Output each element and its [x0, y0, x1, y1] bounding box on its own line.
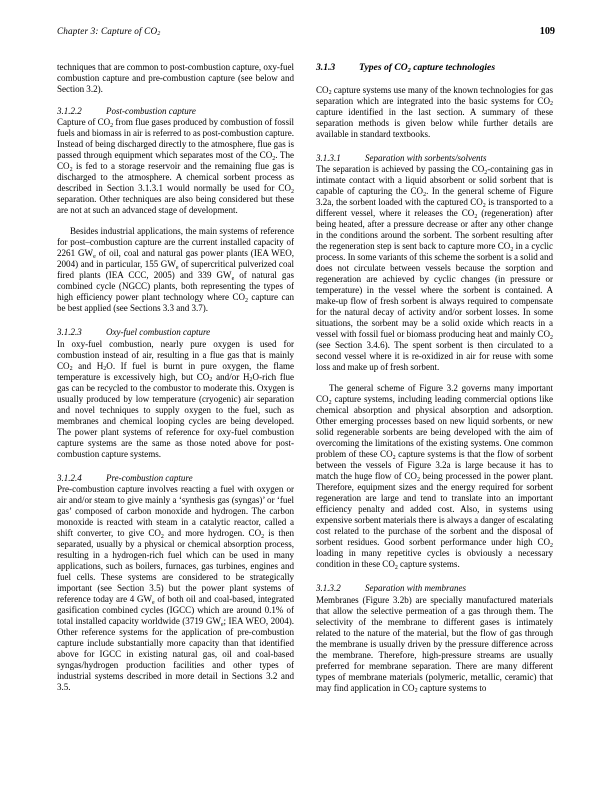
- heading-title: Oxy-fuel combustion capture: [106, 327, 211, 338]
- heading-number: 3.1.2.3: [57, 327, 82, 338]
- paragraph: Membranes (Figure 3.2b) are specially manufactured materials that allow the selective permeation of a gas through them. The selectivity of the membrane to different gases is intimately related to the nature of the material, but the flow of gas through the membrane is usually driven by the pressure difference across the membrane. Therefore, high-pressure streams are usually preferred for membrane separation. There are many different types of membrane materials (polymeric, metallic, ceramic) that may find application in $CO_2$ capture systems to: [316, 594, 553, 695]
- page-number: 109: [539, 26, 555, 37]
- paragraph: Capture of $CO_2$ from flue gases produced by combustion of fossil fuels and biomass in air is referred to as post-combustion capture. Instead of being discharged directly to the atmosphere, flue gas is passed through equipment which separates most of the $CO_2$. The $CO_2$ is fed to a storage reservoir and the remaining flue gas is discharged to the atmosphere. A chemical sorbent process as described in Section 3.1.3.1 would normally be used for $CO_2$ separation. Other techniques are also being considered but these are not at such an advanced stage of development.: [57, 117, 294, 216]
- chapter-title-subscript: 2: [157, 31, 161, 38]
- right-column: [316, 62, 553, 762]
- heading-title: Types of $CO_2$ capture technologies: [359, 62, 496, 74]
- paragraph: Pre-combustion capture involves reacting a fuel with oxygen or air and/or steam to give mainly a ‘synthesis gas (syngas)’ or ‘fuel gas’ composed of carbon monoxide and hydrogen. The carbon monoxide is reacted with steam in a catalytic reactor, called a shift converter, to give $CO_2$ and more hydrogen. $CO_2$ is then separated, usually by a physical or chemical absorption process, resulting in a hydrogen-rich fuel which can be used in many applications, such as boilers, furnaces, gas turbines, engines and fuel cells. These systems are considered to be strategically important (see Section 3.5) but the power plant systems of reference today are 4 $GW_e$ of both oil and coal-based, integrated gasification combined cycles (IGCC) which are around 0.1% of total installed capacity worldwide (3719 $GW_e$; IEA WEO, 2004). Other reference systems for the application of pre-combustion capture include substantially more capacity than that identified above for IGCC in existing natural gas, oil and coal-based syngas/hydrogen production facilities and other types of industrial systems described in more detail in Sections 3.2 and 3.5.: [57, 484, 295, 693]
- left-column: [57, 62, 294, 762]
- heading-number: 3.1.3: [316, 62, 336, 73]
- chapter-title-text: Chapter 3: Capture of CO: [57, 26, 158, 36]
- paragraph: The general scheme of Figure 3.2 governs many important $CO_2$ capture systems, including leading commercial options like chemical absorption and physical absorption and adsorption. Other emerging processes based on new liquid sorbents, or new solid regenerable sorbents are being developed with the aim of overcoming the limitations of the existing systems. One common problem of these $CO_2$ capture systems is that the flow of sorbent between the vessels of Figure 3.2a is large because it has to match the huge flow of $CO_2$ being processed in the power plant. Therefore, equipment sizes and the energy required for sorbent regeneration are large and tend to translate into an important efficiency penalty and added cost. Also, in systems using expensive sorbent materials there is always a danger of escalating cost related to the purchase of the sorbent and the disposal of sorbent residues. Good sorbent performance under high $CO_2$ loading in many repetitive cycles is obviously a necessary condition in these $CO_2$ capture systems.: [316, 383, 553, 571]
- heading-3-1-3-1: [316, 153, 553, 164]
- running-head: [57, 26, 555, 37]
- heading-title: Pre-combustion capture: [106, 472, 193, 483]
- paragraph: In oxy-fuel combustion, nearly pure oxygen is used for combustion instead of air, resulting in a flue gas that is mainly $CO_2$ and $H_2O$. If fuel is burnt in pure oxygen, the flame temperature is excessively high, but $CO_2$ and/or $H_2O$-rich flue gas can be recycled to the combustor to moderate this. Oxygen is usually produced by low temperature (cryogenic) air separation and novel techniques to supply oxygen to the fuel, such as membranes and chemical looping cycles are being developed. The power plant systems of reference for oxy-fuel combustion capture systems are the same as those noted above for post-combustion capture systems.: [57, 338, 295, 459]
- heading-number: 3.1.3.1: [316, 153, 341, 163]
- paragraph-continued: techniques that are common to post-combustion capture, oxy-fuel combustion capture and pre-combustion capture (see below and Section 3.2).: [57, 62, 294, 94]
- paragraph: Besides industrial applications, the main systems of reference for post–combustion capture are the current installed capacity of 2261 $GW_e$ of oil, coal and natural gas power plants (IEA WEO, 2004) and in particular, 155 $GW_e$ of supercritical pulverized coal fired plants (IEA CCC, 2005) and 339 $GW_e$ of natural gas combined cycle (NGCC) plants, both representing the types of high efficiency power plant technology where $CO_2$ capture can be best applied (see Sections 3.3 and 3.7).: [57, 226, 295, 314]
- heading-title: Separation with sorbents/solvents: [365, 153, 487, 163]
- heading-number: 3.1.3.2: [316, 583, 341, 594]
- heading-3-1-2-2: [57, 106, 294, 117]
- two-column-body: [57, 62, 554, 762]
- heading-3-1-3-2: [316, 583, 553, 594]
- heading-title: Post-combustion capture: [106, 106, 196, 116]
- heading-3-1-2-4: [57, 473, 294, 484]
- heading-title: Separation with membranes: [365, 583, 466, 594]
- chapter-title: [57, 26, 160, 36]
- heading-number: 3.1.2.2: [57, 106, 82, 116]
- heading-3-1-3: [316, 62, 553, 74]
- paragraph: $CO_2$ capture systems use many of the known technologies for gas separation which are integrated into the basic systems for $CO_2$ capture identified in the last section. A summary of these separation methods is given below while further details are available in standard textbooks.: [316, 85, 553, 139]
- heading-3-1-2-3: [57, 327, 294, 338]
- heading-number: 3.1.2.4: [57, 472, 82, 483]
- paragraph: The separation is achieved by passing the $CO_2$-containing gas in intimate contact with a liquid absorbent or solid sorbent that is capable of capturing the $CO_2$. In the general scheme of Figure 3.2a, the sorbent loaded with the captured $CO_2$ is transported to a different vessel, where it releases the $CO_2$ (regeneration) after being heated, after a pressure decrease or after any other change in the conditions around the sorbent. The sorbent resulting after the regeneration step is sent back to capture more $CO_2$ in a cyclic process. In some variants of this scheme the sorbent is a solid and does not circulate between vessels because the sorption and regeneration are achieved by cyclic changes (in pressure or temperature) in the vessel where the sorbent is contained. A make-up flow of fresh sorbent is always required to compensate for the natural decay of activity and/or sorbent losses. In some situations, the sorbent may be a solid oxide which reacts in a vessel with fossil fuel or biomass producing heat and mainly $CO_2$ (see Section 3.4.6). The spent sorbent is then circulated to a second vessel where it is re-oxidized in air for reuse with some loss and make up of fresh sorbent.: [316, 164, 553, 373]
